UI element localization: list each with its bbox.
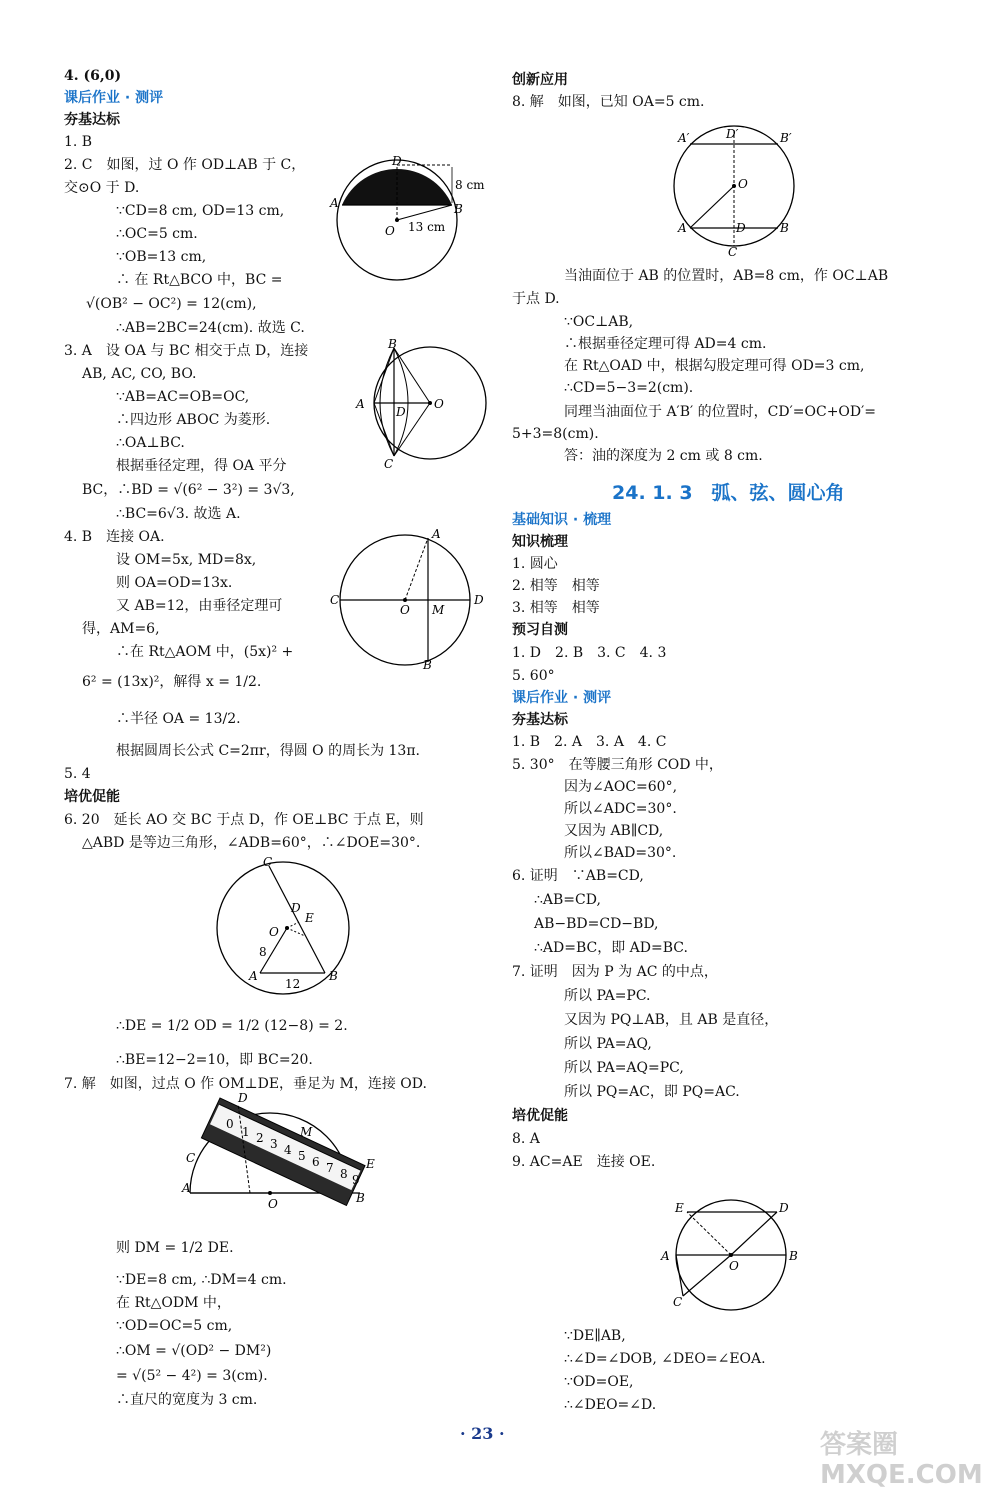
- answer-line: 5. 60°: [512, 668, 555, 684]
- answer-line: ∴AB=2BC=24(cm). 故选 C.: [116, 320, 305, 336]
- figure-label: C: [384, 457, 394, 471]
- figure-label: O: [729, 1259, 739, 1273]
- answer-line: ∴∠DEO=∠D.: [564, 1397, 657, 1413]
- subsection-heading: 创新应用: [512, 72, 568, 88]
- figure-label: A: [356, 397, 365, 411]
- answer-line: 5+3=8(cm).: [512, 426, 599, 442]
- figure-label: A′: [678, 131, 690, 145]
- section-heading: 课后作业 · 测评: [64, 90, 164, 106]
- figure-label: O: [434, 397, 444, 411]
- figure-label: A: [249, 969, 258, 983]
- figure-label: O: [269, 925, 279, 939]
- figure-label: A: [678, 221, 687, 235]
- figure-circle-segment: [330, 155, 500, 285]
- figure-label: E: [675, 1201, 684, 1215]
- answer-line: 当油面位于 AB 的位置时，AB=8 cm，作 OC⊥AB: [564, 268, 889, 284]
- figure-label: B: [356, 1191, 365, 1205]
- answer-line: ∴OC=5 cm.: [116, 226, 198, 242]
- answer-line: 所以 PA=AQ=PC,: [564, 1060, 684, 1076]
- figure-ruler-semicircle: [180, 1090, 390, 1240]
- answer-line: ∴∠D=∠DOB, ∠DEO=∠EOA.: [564, 1351, 766, 1367]
- figure-label: D: [238, 1091, 248, 1105]
- answer-line: ∵DE=8 cm, ∴DM=4 cm.: [116, 1272, 287, 1288]
- figure-label: 8: [259, 945, 267, 959]
- figure-label: D: [392, 154, 402, 168]
- subsection-heading: 知识梳理: [512, 534, 568, 550]
- figure-label: O: [738, 177, 748, 191]
- ruler-tick-label: 2: [256, 1131, 264, 1145]
- answer-line: 交⊙O 于 D.: [64, 180, 140, 196]
- answer-line: = √(5² − 4²) = 3(cm).: [116, 1368, 268, 1384]
- ruler-tick-label: 6: [312, 1155, 320, 1169]
- answer-line: BC，∴BD = √(6² − 3²) = 3√3,: [82, 482, 295, 498]
- ruler-tick-label: 1: [242, 1125, 250, 1139]
- answer-line: ∵OD=OC=5 cm,: [116, 1318, 233, 1334]
- figure-label: C: [728, 245, 738, 259]
- section-title: 24. 1. 3 弧、弦、圆心角: [612, 482, 845, 504]
- answer-line: 3. 相等 相等: [512, 600, 600, 616]
- figure-label: B: [789, 1249, 798, 1263]
- figure-label: O: [400, 603, 410, 617]
- ruler-tick-label: 3: [270, 1137, 278, 1151]
- answer-line: 同理当油面位于 A′B′ 的位置时，CD′=OC+OD′=: [564, 404, 877, 420]
- figure-label: A: [330, 196, 339, 210]
- answer-line: ∴BC=6√3. 故选 A.: [116, 506, 241, 522]
- answer-line: 所以 PA=AQ,: [564, 1036, 652, 1052]
- answer-line: 6. 20 延长 AO 交 BC 于点 D，作 OE⊥BC 于点 E，则: [64, 812, 424, 828]
- answer-line: AB−BD=CD−BD,: [534, 916, 659, 932]
- answer-line: 7. 证明 因为 P 为 AC 的中点，: [512, 964, 718, 980]
- figure-triangle-circle: [215, 855, 355, 1000]
- subsection-heading: 培优促能: [64, 789, 120, 805]
- answer-line: 1. B 2. A 3. A 4. C: [512, 734, 667, 750]
- figure-label: 13 cm: [408, 220, 446, 234]
- answer-line: ∴BE=12−2=10，即 BC=20.: [116, 1052, 313, 1068]
- figure-label: A: [661, 1249, 670, 1263]
- answer-line: 6. 证明 ∵AB=CD,: [512, 868, 644, 884]
- answer-line: 1. D 2. B 3. C 4. 3: [512, 645, 667, 661]
- answer-line: ∵OB=13 cm,: [116, 249, 207, 265]
- figure-label: B: [329, 969, 338, 983]
- figure-chord-diameter: [330, 527, 490, 672]
- answer-line: √(OB² − OC²) = 12(cm),: [86, 296, 257, 312]
- answer-line: 4. (6,0): [64, 68, 122, 84]
- answer-line: 在 Rt△ODM 中，: [116, 1295, 231, 1311]
- ruler-tick-label: 8: [340, 1167, 348, 1181]
- answer-line: 在 Rt△OAD 中，根据勾股定理可得 OD=3 cm,: [564, 358, 865, 374]
- figure-label: A: [182, 1181, 191, 1195]
- answer-line: ∴AB=CD,: [534, 892, 601, 908]
- answer-line: ∴OA⊥BC.: [116, 435, 185, 451]
- ruler-tick-label: 0: [226, 1117, 234, 1131]
- figure-label: O: [385, 224, 395, 238]
- answer-line: 9. AC=AE 连接 OE.: [512, 1154, 656, 1170]
- figure-label: E: [366, 1157, 375, 1171]
- figure-label: E: [305, 911, 314, 925]
- answer-line: ∴半径 OA = 13/2.: [116, 711, 241, 727]
- section-heading: 基础知识 · 梳理: [512, 512, 612, 528]
- answer-line: ∴ 在 Rt△BCO 中，BC =: [116, 272, 283, 288]
- answer-line: 1. 圆心: [512, 556, 558, 572]
- answer-line: ∴直尺的宽度为 3 cm.: [116, 1392, 258, 1408]
- answer-line: △ABD 是等边三角形，∠ADB=60°，∴∠DOE=30°.: [82, 835, 421, 851]
- figure-label: B: [454, 202, 463, 216]
- subsection-heading: 预习自测: [512, 622, 568, 638]
- answer-line: ∵OC⊥AB,: [564, 314, 634, 330]
- answer-line: 8. 解 如图，已知 OA=5 cm.: [512, 94, 705, 110]
- figure-parallel-chord: [655, 1200, 815, 1316]
- figure-label: B: [388, 337, 397, 351]
- figure-label: M: [432, 603, 445, 617]
- figure-label: C: [673, 1295, 683, 1309]
- answer-line: 又因为 PQ⊥AB，且 AB 是直径，: [564, 1012, 779, 1028]
- figure-label: D: [396, 405, 406, 419]
- figure-label: D: [474, 593, 484, 607]
- figure-label: C: [186, 1151, 196, 1165]
- figure-label: O: [268, 1197, 278, 1211]
- answer-line: 于点 D.: [512, 291, 560, 307]
- answer-line: 答：油的深度为 2 cm 或 8 cm.: [564, 448, 763, 464]
- answer-line: 8. A: [512, 1131, 540, 1147]
- ruler-tick-label: 9: [352, 1173, 360, 1187]
- watermark: 答案圈 MXQE.COM: [820, 1430, 983, 1490]
- answer-line: 设 OM=5x, MD=8x,: [116, 552, 257, 568]
- answer-line: 5. 30° 在等腰三角形 COD 中，: [512, 757, 723, 773]
- answer-line: ∵AB=AC=OB=OC,: [116, 389, 250, 405]
- answer-line: 根据垂径定理，得 OA 平分: [116, 458, 287, 474]
- answer-line: ∴OM = √(OD² − DM²): [116, 1343, 272, 1359]
- figure-label: D: [291, 901, 301, 915]
- ruler-tick-label: 5: [298, 1149, 306, 1163]
- answer-line: 所以∠ADC=30°.: [564, 801, 677, 817]
- answer-line: 则 DM = 1/2 DE.: [116, 1240, 234, 1256]
- figure-label: D: [736, 221, 746, 235]
- answer-line: ∴CD=5−3=2(cm).: [564, 380, 694, 396]
- figure-label: M: [300, 1125, 313, 1139]
- figure-label: B: [780, 221, 789, 235]
- answer-line: ∴在 Rt△AOM 中，(5x)² +: [116, 644, 294, 660]
- answer-line: ∴AD=BC，即 AD=BC.: [534, 940, 688, 956]
- answer-line: 所以 PQ=AC，即 PQ=AC.: [564, 1084, 740, 1100]
- answer-line: 1. B: [64, 134, 93, 150]
- answer-line: ∴四边形 ABOC 为菱形.: [116, 412, 271, 428]
- answer-line: 因为∠AOC=60°,: [564, 779, 678, 795]
- answer-line: 所以∠BAD=30°.: [564, 845, 677, 861]
- answer-line: 又因为 AB∥CD,: [564, 823, 664, 839]
- answer-line: 3. A 设 OA 与 BC 相交于点 D，连接: [64, 343, 309, 359]
- figure-label: A: [432, 527, 441, 541]
- ruler-tick-label: 4: [284, 1143, 292, 1157]
- subsection-heading: 培优促能: [512, 1108, 568, 1124]
- figure-label: D: [779, 1201, 789, 1215]
- figure-label: B: [423, 658, 432, 672]
- figure-label: 12: [285, 977, 301, 991]
- answer-line: 2. C 如图，过 O 作 OD⊥AB 于 C，: [64, 157, 306, 173]
- answer-line: 所以 PA=PC.: [564, 988, 651, 1004]
- answer-line: 4. B 连接 OA.: [64, 529, 165, 545]
- figure-label: 8 cm: [455, 178, 485, 192]
- figure-label: C: [330, 593, 340, 607]
- subsection-heading: 夯基达标: [64, 112, 120, 128]
- answer-line: ∵OD=OE,: [564, 1374, 634, 1390]
- answer-line: ∴根据垂径定理可得 AD=4 cm.: [564, 336, 767, 352]
- subsection-heading: 夯基达标: [512, 712, 568, 728]
- answer-line: 7. 解 如图，过点 O 作 OM⊥DE，垂足为 M，连接 OD.: [64, 1076, 427, 1092]
- figure-rhombus-circle: [350, 337, 490, 471]
- answer-line: AB, AC, CO, BO.: [82, 366, 197, 382]
- answer-line: 6² = (13x)²，解得 x = 1/2.: [82, 674, 262, 690]
- figure-label: B′: [780, 131, 792, 145]
- section-heading: 课后作业 · 测评: [512, 690, 612, 706]
- answer-line: 又 AB=12，由垂径定理可: [116, 598, 283, 614]
- answer-line: 得，AM=6,: [82, 621, 160, 637]
- figure-oil-tank: [670, 124, 810, 260]
- answer-line: ∵CD=8 cm, OD=13 cm,: [116, 203, 285, 219]
- answer-line: ∵DE∥AB,: [564, 1328, 626, 1344]
- answer-line: 则 OA=OD=13x.: [116, 575, 233, 591]
- figure-label: D′: [726, 127, 739, 141]
- figure-label: C: [263, 855, 273, 869]
- answer-line: 5. 4: [64, 766, 91, 782]
- answer-line: 根据圆周长公式 C=2πr，得圆 O 的周长为 13π.: [116, 743, 420, 759]
- page-number: · 23 ·: [460, 1424, 505, 1443]
- answer-line: 2. 相等 相等: [512, 578, 600, 594]
- answer-line: ∴DE = 1/2 OD = 1/2 (12−8) = 2.: [116, 1018, 348, 1034]
- ruler-tick-label: 7: [326, 1161, 334, 1175]
